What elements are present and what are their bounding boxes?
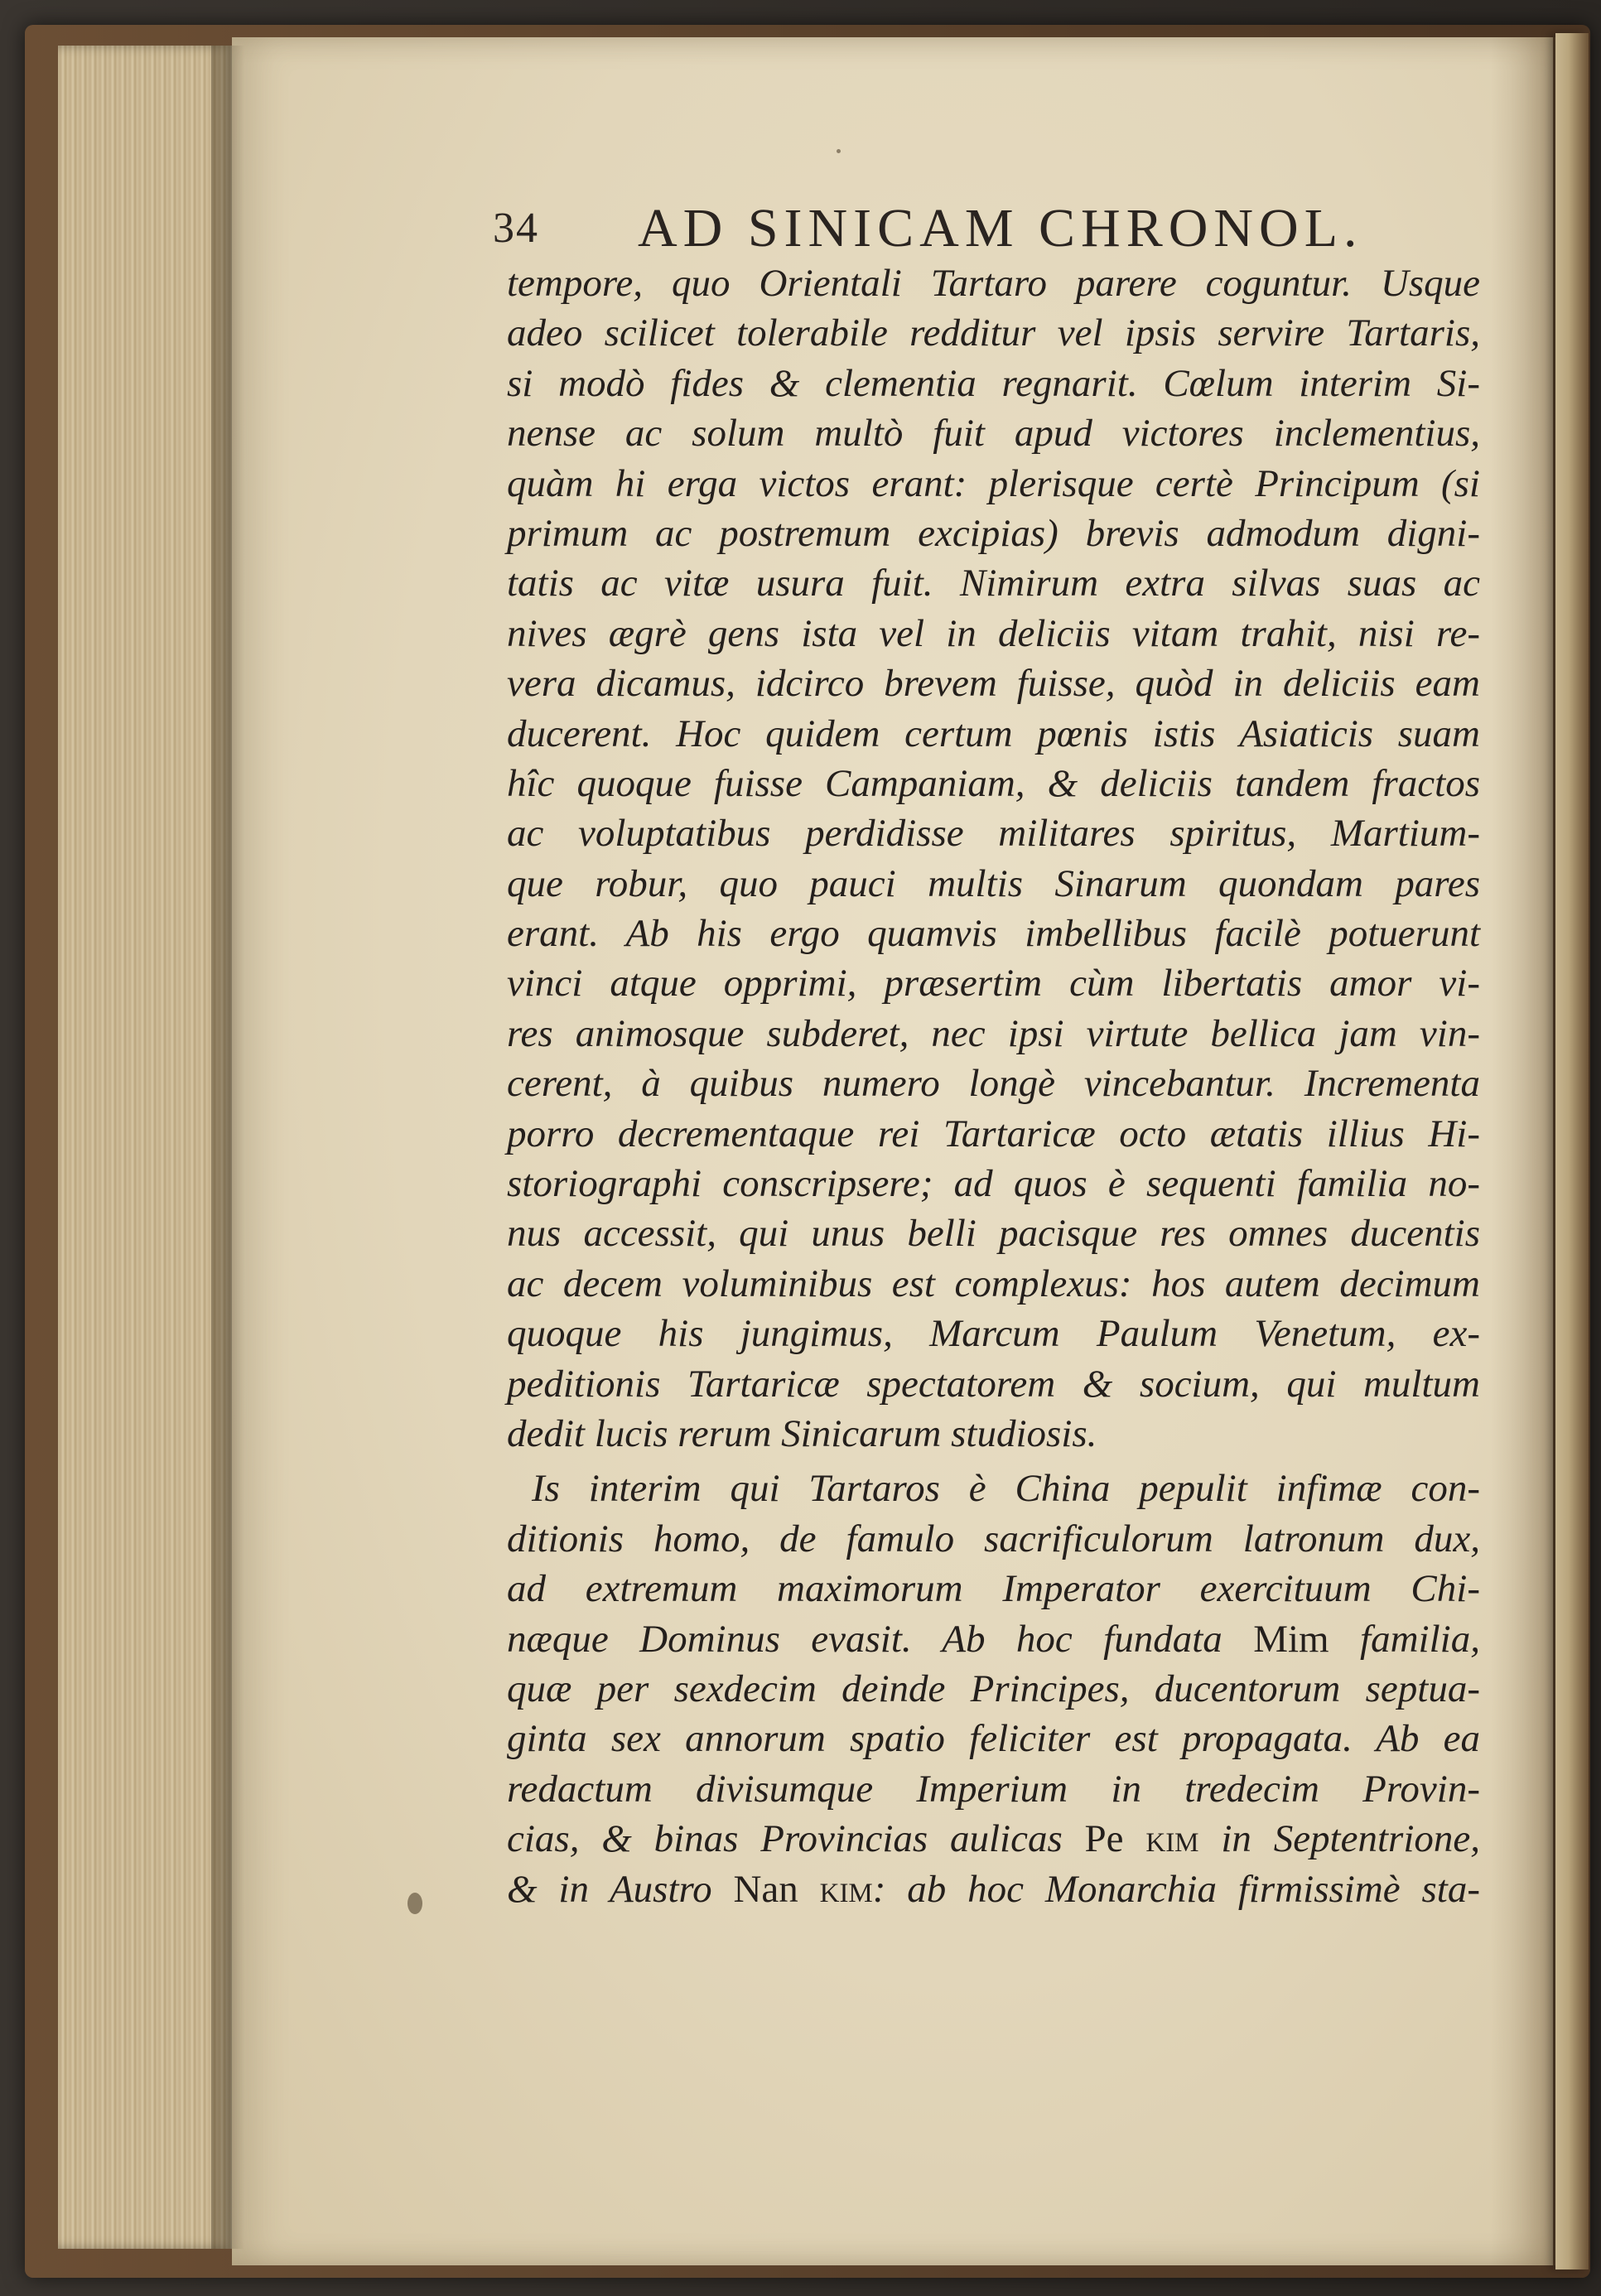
- text-line: quoque his jungimus, Marcum Paulum Venetum, ex-: [507, 1312, 1480, 1356]
- city-name-part: Nan: [733, 1867, 798, 1911]
- text-line: redactum divisumque Imperium in tredecim Provin-: [507, 1767, 1480, 1811]
- text-line: ginta sex annorum spatio feliciter est propagata. Ab ea: [507, 1717, 1480, 1761]
- text-segment: familia,: [1329, 1617, 1480, 1661]
- text-line: ducerent. Hoc quidem certum pœnis istis Asiaticis suam: [507, 711, 1480, 755]
- text-line: ditionis homo, de famulo sacrificulorum latronum dux,: [507, 1517, 1480, 1560]
- page-edge-shadow: [211, 46, 244, 2249]
- text-line: dedit lucis rerum Sinicarum studiosis.: [507, 1411, 1097, 1455]
- text-line: nives ægrè gens ista vel in deliciis vitam trahit, nisi re-: [507, 611, 1480, 655]
- text-line: cerent, à quibus numero longè vincebantur. Incrementa: [507, 1062, 1480, 1106]
- ink-stain: [407, 1893, 422, 1914]
- text-segment: cias, & binas Provincias aulicas: [507, 1817, 1085, 1861]
- body-text: [507, 258, 1480, 1914]
- text-line: tempore, quo Orientali Tartaro parere coguntur. Usque: [507, 262, 1480, 305]
- running-head: [493, 197, 1445, 263]
- paragraph: [507, 1464, 1480, 1914]
- gutter-shade: [1491, 37, 1555, 2265]
- text-line: storiographi conscripsere; ad quos è sequenti familia no-: [507, 1162, 1480, 1206]
- text-line: quæ per sexdecim deinde Principes, ducentorum septua-: [507, 1667, 1480, 1710]
- text-line: tatis ac vitæ usura fuit. Nimirum extra silvas suas ac: [507, 562, 1480, 605]
- text-line: primum ac postremum excipias) brevis admodum digni-: [507, 511, 1480, 555]
- text-line: erant. Ab his ergo quamvis imbellibus facilè potuerunt: [507, 912, 1480, 956]
- text-line: nus accessit, qui unus belli pacisque res omnes ducentis: [507, 1212, 1480, 1256]
- text-segment: in Septentrione,: [1198, 1817, 1480, 1861]
- text-line: vinci atque opprimi, præsertim cùm libertatis amor vi-: [507, 962, 1480, 1006]
- running-title: AD SINICAM CHRONOL.: [638, 198, 1363, 258]
- text-line: hîc quoque fuisse Campaniam, & deliciis tandem fractos: [507, 761, 1480, 805]
- city-name-part: kim: [819, 1867, 873, 1911]
- next-page-edge: [1555, 33, 1589, 2269]
- page-number: 34: [493, 205, 539, 252]
- text-line: si modò fides & clementia regnarit. Cœlum interim Si-: [507, 361, 1480, 405]
- paragraph: [507, 258, 1480, 1459]
- page-edges: [58, 46, 232, 2249]
- text-line: [507, 1814, 1480, 1864]
- text-line: ad extremum maximorum Imperator exercituum Chi-: [507, 1567, 1480, 1611]
- ink-stain: [837, 149, 841, 153]
- text-line: quàm hi erga victos erant: plerisque certè Principum (si: [507, 461, 1480, 505]
- text-line: peditionis Tartaricæ spectatorem & socium, qui multum: [507, 1362, 1480, 1406]
- text-segment: : ab hoc Monarchia firmissimè sta-: [872, 1867, 1481, 1911]
- text-line: que robur, quo pauci multis Sinarum quondam pares: [507, 861, 1480, 905]
- text-segment: & in Austro: [507, 1867, 734, 1911]
- text-line: res animosque subderet, nec ipsi virtute bellica jam vin-: [507, 1011, 1480, 1055]
- text-line: ac decem voluminibus est complexus: hos autem decimum: [507, 1261, 1480, 1305]
- dynasty-name: Mim: [1253, 1617, 1329, 1661]
- text-line: vera dicamus, idcirco brevem fuisse, quòd in deliciis eam: [507, 662, 1480, 706]
- text-line: [507, 1614, 1480, 1664]
- text-line: ac voluptatibus perdidisse militares spiritus, Martium-: [507, 812, 1480, 856]
- text-line: [507, 1864, 1480, 1914]
- text-line: adeo scilicet tolerabile redditur vel ipsis servire Tartaris,: [507, 311, 1480, 355]
- text-segment: næque Dominus evasit. Ab hoc fundata: [507, 1617, 1254, 1661]
- city-name-part: Pe: [1084, 1817, 1124, 1861]
- city-name-part: kim: [1145, 1817, 1199, 1861]
- text-line: porro decrementaque rei Tartaricæ octo ætatis illius Hi-: [507, 1112, 1480, 1155]
- text-line: Is interim qui Tartaros è China pepulit infimæ con-: [532, 1467, 1480, 1511]
- text-line: nense ac solum multò fuit apud victores inclementius,: [507, 412, 1480, 456]
